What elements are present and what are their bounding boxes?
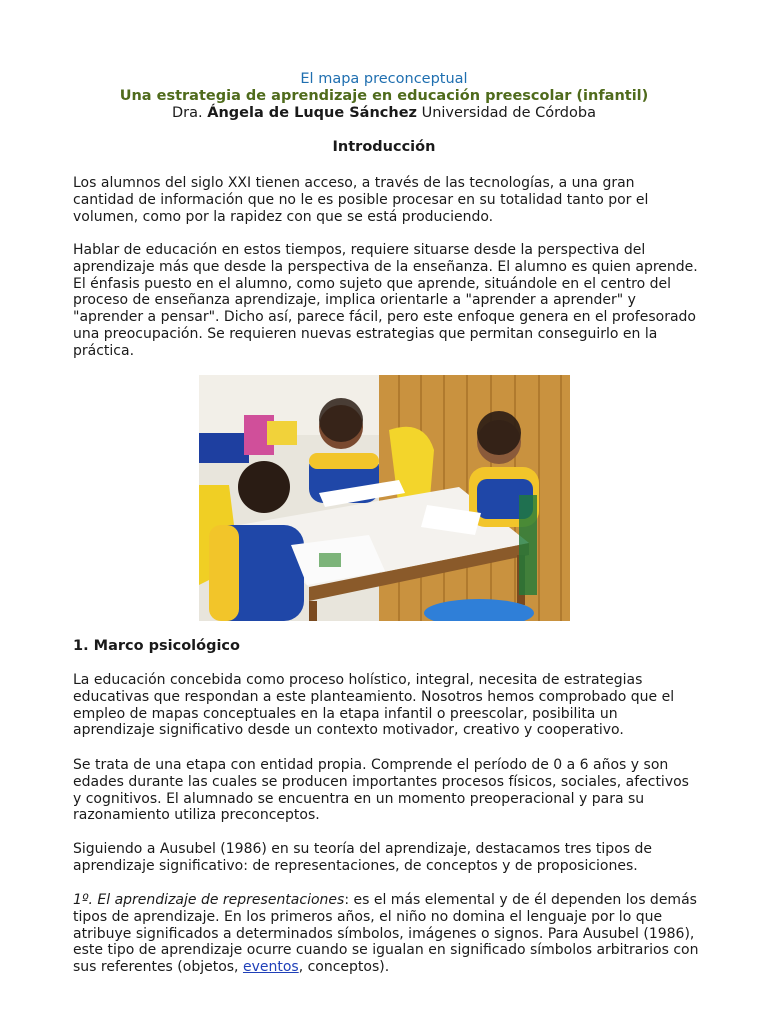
intro-paragraph-1: Los alumnos del siglo XXI tienen acceso, a través de las tecnologías, a una gran cantidad de información que no le es posible procesar en su totalidad tanto por el volumen, como por la rapidez con que se está produciendo. [73, 175, 649, 225]
paragraph-4-italic-term: 1º. El aprendizaje de representaciones [73, 892, 345, 908]
paragraph-4-text: : es el más elemental y de él dependen los demás tipos de aprendizaje. En los primeros años, el niño no domina el lenguaje por lo que atribuye significados a determinados símbolos, imágenes o signos. Para Ausubel (1986), este tipo de aprendizaje ocurre cuando se igualan en significado símbolos arbitrarios con sus referentes (objetos, [73, 892, 699, 976]
section-1-paragraph-1: La educación concebida como proceso holístico, integral, necesita de estrategias educativas que respondan a este planteamiento. Nosotros hemos comprobado que el empleo de mapas conceptuales en la etapa infantil o preescolar, posibilita un aprendizaje significativo desde un contexto motivador, creativo y cooperativo. [73, 672, 675, 739]
intro-heading: Introducción [332, 139, 436, 155]
author-prefix: Dra. [172, 105, 208, 121]
document-subtitle: Una estrategia de aprendizaje en educación preescolar (infantil) [119, 88, 649, 104]
eventos-link[interactable]: eventos [242, 959, 299, 976]
section-1-paragraph-2: Se trata de una etapa con entidad propia. Comprende el período de 0 a 6 años y son edades durante las cuales se producen importantes procesos físicos, sociales, afectivos y cognitivos. El alumnado se encuentra en un momento preoperacional y para su razonamiento utiliza preconceptos. [73, 757, 689, 824]
author-line [0, 105, 768, 121]
children-reading-photo [199, 375, 570, 621]
author-affiliation: Universidad de Córdoba [416, 105, 596, 121]
author-name: Ángela de Luque Sánchez [207, 105, 417, 121]
section-1-paragraph-4 [73, 892, 699, 976]
intro-paragraph-2: Hablar de educación en estos tiempos, requiere situarse desde la perspectiva del aprendizaje más que desde la perspectiva de la enseñanza. El alumno es quien aprende. El énfasis puesto en el alumno, como sujeto que aprende, situándole en el centro del proceso de enseñanza aprendizaje, implica orientarle a "aprender a aprender" y "aprender a pensar". Dicho así, parece fácil, pero este enfoque genera en el profesorado una preocupación. Se requieren nuevas estrategias que permitan conseguirlo en la práctica. [73, 242, 698, 359]
document-title: El mapa preconceptual [300, 71, 468, 87]
section-1-heading: 1. Marco psicológico [73, 638, 240, 654]
section-1-paragraph-3: Siguiendo a Ausubel (1986) en su teoría del aprendizaje, destacamos tres tipos de aprendizaje significativo: de representaciones, de conceptos y de proposiciones. [73, 841, 653, 874]
paragraph-4-end: , conceptos). [298, 959, 390, 976]
